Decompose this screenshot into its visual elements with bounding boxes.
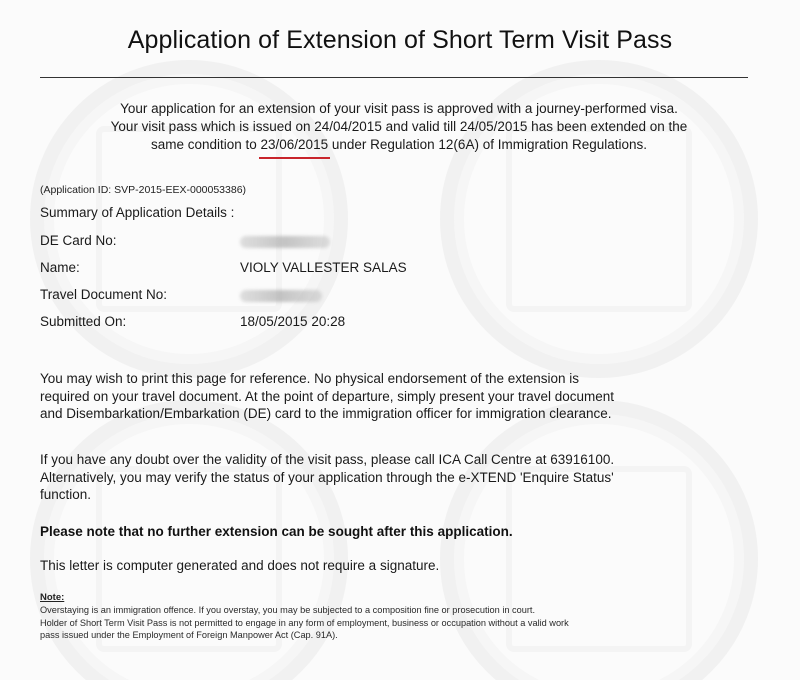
paragraph-line: required on your travel document. At the point of departure, simply present your travel document [40,388,615,404]
detail-label: Name: [40,260,80,275]
paragraph-line: You may wish to print this page for reference. No physical endorsement of the extension is [40,371,580,386]
paragraph-line: and Disembarkation/Embarkation (DE) card to the immigration officer for immigration clearance. [40,406,612,421]
approval-message [40,100,758,154]
redacted-value [240,236,330,248]
note-line: Holder of Short Term Visit Pass is not permitted to engage in any form of employment, business or occupation without a valid work [40,617,569,628]
no-further-extension-note: Please note that no further extension can be sought after this application. [40,524,513,539]
paragraph-line: If you have any doubt over the validity of the visit pass, please call ICA Call Centre at 63916100. [40,452,615,467]
approval-line-3-end: under Regulation 12(6A) of Immigration Regulations. [328,137,648,152]
title-divider [40,77,748,78]
redacted-value [240,290,322,302]
application-id: (Application ID: SVP-2015-EEX-000053386) [40,184,247,196]
detail-label: Travel Document No: [40,287,168,302]
note-text [40,604,740,642]
computer-generated-statement: This letter is computer generated and does not require a signature. [40,558,440,573]
summary-title: Summary of Application Details : [40,205,235,220]
extended-date: 23/06/2015 [260,137,329,152]
detail-value: 18/05/2015 20:28 [240,314,346,329]
note-title: Note: [40,592,65,603]
note-line: pass issued under the Employment of Foreign Manpower Act (Cap. 91A). [40,630,338,640]
print-reference-paragraph [40,370,740,423]
paragraph-line: Alternatively, you may verify the status of your application through the e-XTEND 'Enquire Status' [40,469,614,485]
detail-value: VIOLY VALLESTER SALAS [240,260,407,275]
approval-line-3-start: same condition to [150,137,261,152]
page-title: Application of Extension of Short Term Visit Pass [127,26,673,54]
doubt-paragraph [40,451,740,504]
approval-line-1: Your application for an extension of your visit pass is approved with a journey-performed visa. [120,101,678,116]
detail-label: DE Card No: [40,233,117,248]
approval-line-2: Your visit pass which is issued on 24/04/2015 and valid till 24/05/2015 has been extended on the [110,119,688,134]
approval-line-3 [40,136,758,154]
paragraph-line: function. [40,487,92,502]
detail-label: Submitted On: [40,314,127,329]
note-line: Overstaying is an immigration offence. If you overstay, you may be subjected to a composition fine or prosecution in court. [40,605,536,615]
